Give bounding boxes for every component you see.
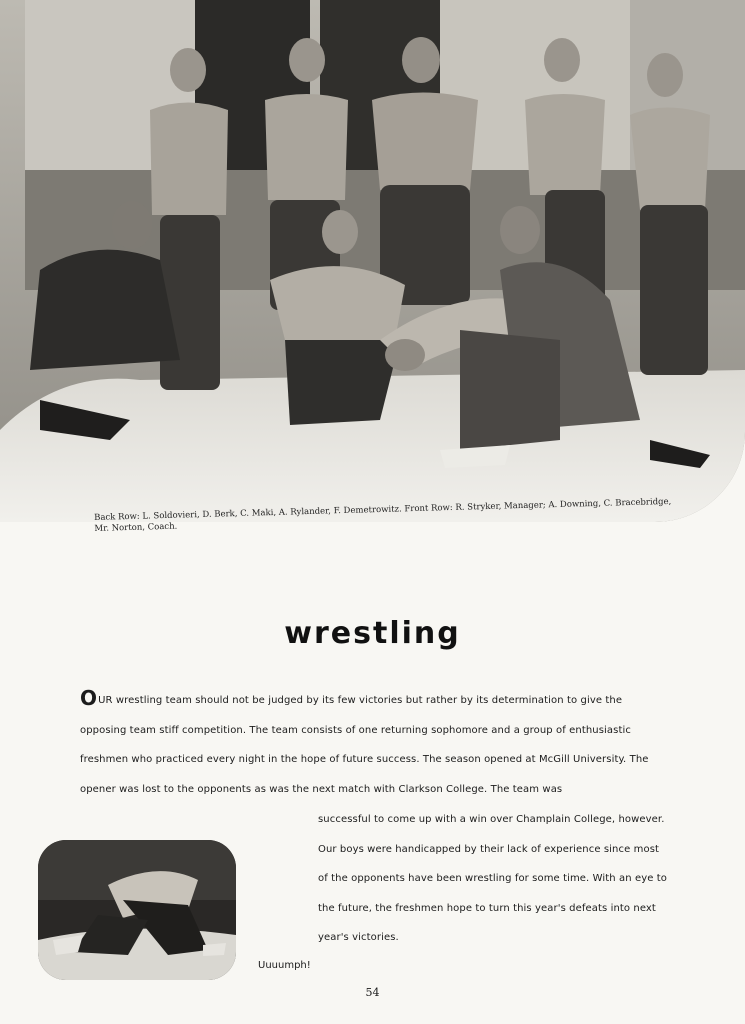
page-number: 54 xyxy=(365,986,380,999)
drop-cap: O xyxy=(80,686,98,710)
action-photo xyxy=(38,840,236,980)
action-photo-caption: Uuuumph! xyxy=(258,960,311,971)
article-paragraph xyxy=(80,686,670,804)
article-text-narrow: successful to come up with a win over Champlain College, however. Our boys were handicapped by their lack of experience since most of the opponents have been wrestling for some time. With an eye to the future, the freshmen hope to turn this year's defeats into next year's victories. xyxy=(318,814,667,943)
article-text-wide: UR wrestling team should not be judged by its few victories but rather by its determination to give the opposing team stiff competition. The team consists of one returning sophomore and a group of enthusiastic freshmen who practiced every night in the hope of future success. The season opened at McGill University. The opener was lost to the opponents as was the next match with Clarkson College. The team was xyxy=(80,695,649,795)
page-title: wrestling xyxy=(284,616,461,651)
photo-caption: Back Row: L. Soldovieri, D. Berk, C. Maki, A. Rylander, F. Demetrowitz. Front Row: R. Stryker, Manager; A. Downing, C. Bracebridge, Mr. Norton, Coach. xyxy=(94,496,672,534)
